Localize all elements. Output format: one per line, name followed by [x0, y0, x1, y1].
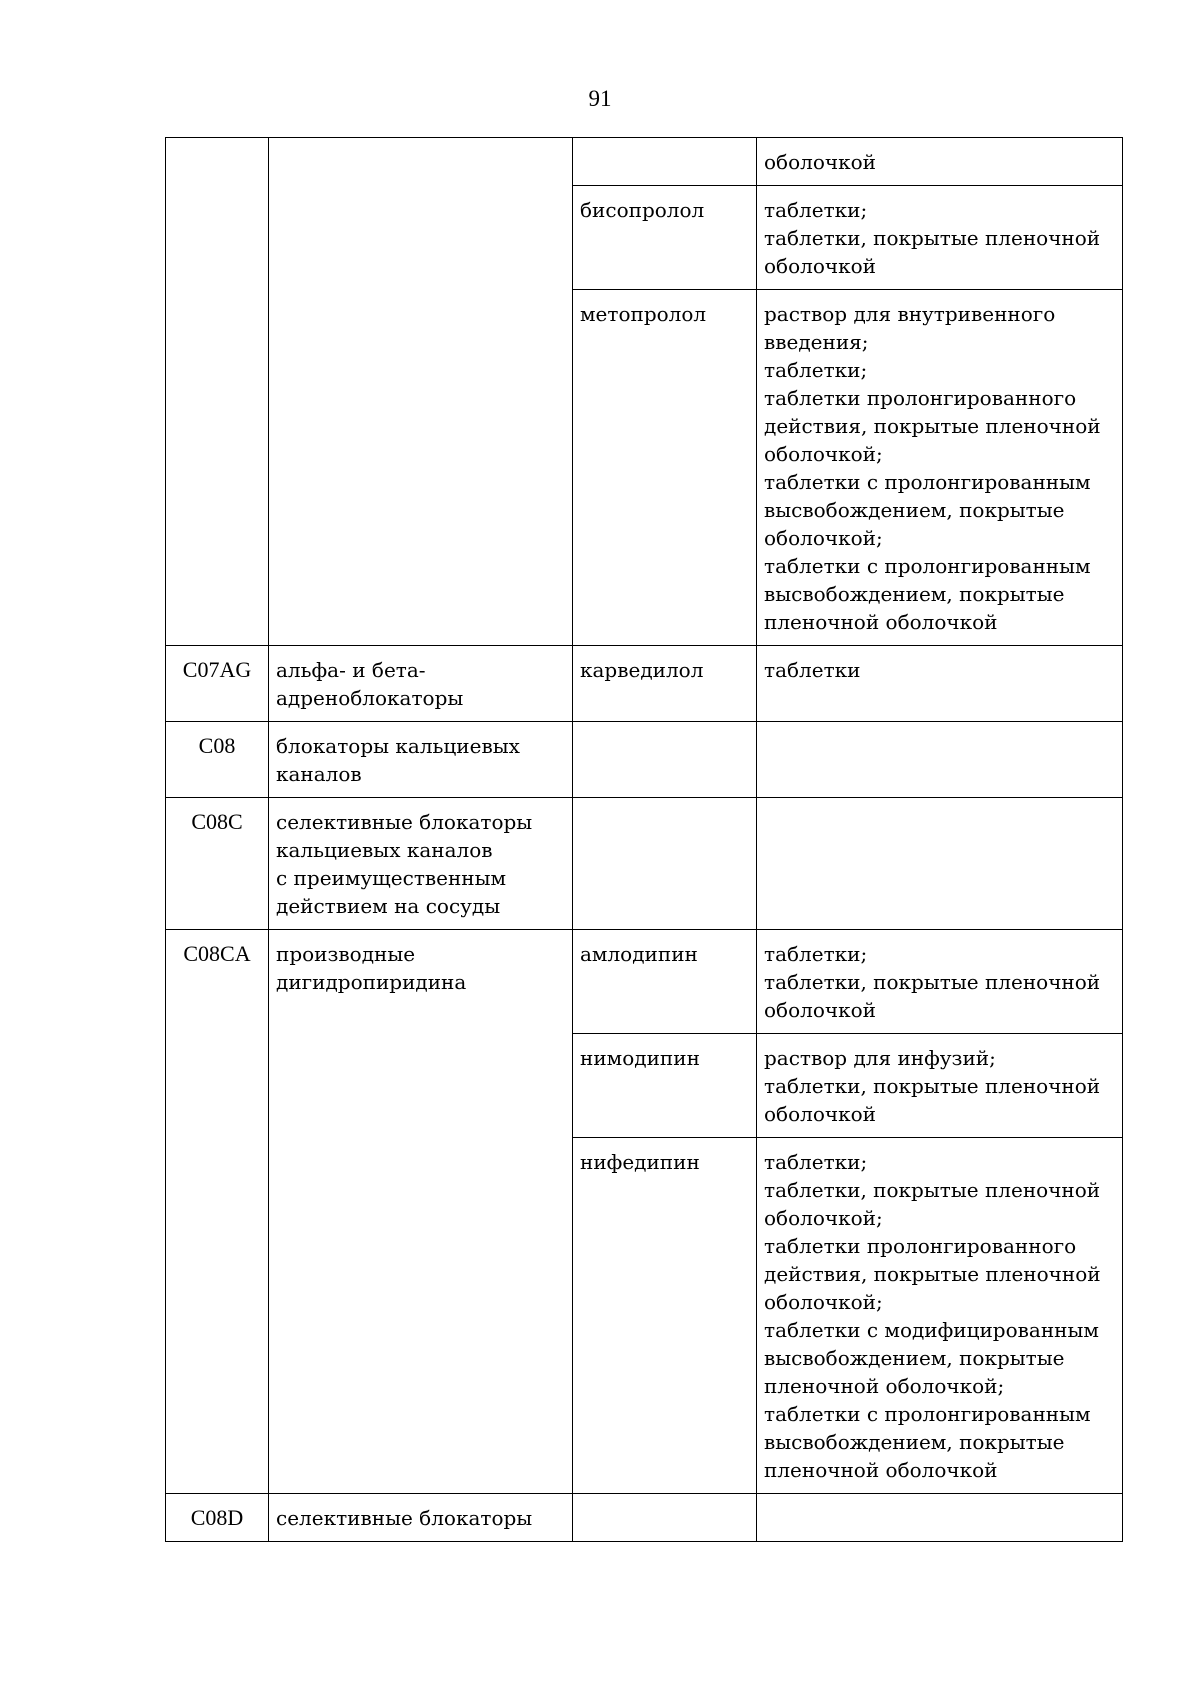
atc-code-cell: C08C	[166, 798, 269, 930]
dosage-forms-cell: таблетки; таблетки, покрытые пленочной оболочкой	[757, 186, 1123, 290]
drug-name-cell: амлодипин	[573, 930, 757, 1034]
atc-code-cell: C08D	[166, 1494, 269, 1542]
drug-name-cell: метопролол	[573, 290, 757, 646]
drug-name-cell	[573, 1494, 757, 1542]
table-row	[166, 722, 1123, 798]
drug-name-cell	[573, 138, 757, 186]
group-name-cell: селективные блокаторы	[269, 1494, 573, 1542]
dosage-forms-cell: раствор для инфузий; таблетки, покрытые пленочной оболочкой	[757, 1034, 1123, 1138]
table-row	[166, 646, 1123, 722]
table-row	[166, 798, 1123, 930]
drug-name-cell: нимодипин	[573, 1034, 757, 1138]
table-row	[166, 138, 1123, 186]
atc-code-cell: C07AG	[166, 646, 269, 722]
dosage-forms-cell: таблетки; таблетки, покрытые пленочной оболочкой; таблетки пролонгированного действия, покрытые пленочной оболочкой; таблетки с модифицированным высвобождением, покрытые пленочной оболочкой; таблетки с пролонгированным высвобождением, покрытые пленочной оболочкой	[757, 1138, 1123, 1494]
page-number: 91	[588, 86, 612, 111]
dosage-forms-cell: таблетки	[757, 646, 1123, 722]
drug-name-cell	[573, 798, 757, 930]
drug-name-cell: бисопролол	[573, 186, 757, 290]
dosage-forms-cell: оболочкой	[757, 138, 1123, 186]
dosage-forms-cell	[757, 1494, 1123, 1542]
group-name-cell: блокаторы кальциевых каналов	[269, 722, 573, 798]
drug-name-cell: нифедипин	[573, 1138, 757, 1494]
dosage-forms-cell	[757, 798, 1123, 930]
drug-table	[165, 137, 1123, 1542]
group-name-cell: производные дигидропиридина	[269, 930, 573, 1494]
table-row	[166, 930, 1123, 1034]
atc-code-cell: C08	[166, 722, 269, 798]
dosage-forms-cell: раствор для внутривенного введения; таблетки; таблетки пролонгированного действия, покрытые пленочной оболочкой; таблетки с пролонгированным высвобождением, покрытые оболочкой; таблетки с пролонгированным высвобождением, покрытые пленочной оболочкой	[757, 290, 1123, 646]
table-row	[166, 1494, 1123, 1542]
group-name-cell: альфа- и бета- адреноблокаторы	[269, 646, 573, 722]
atc-code-cell: C08CA	[166, 930, 269, 1494]
dosage-forms-cell: таблетки; таблетки, покрытые пленочной оболочкой	[757, 930, 1123, 1034]
dosage-forms-cell	[757, 722, 1123, 798]
group-name-cell: селективные блокаторы кальциевых каналов с преимущественным действием на сосуды	[269, 798, 573, 930]
atc-code-cell	[166, 138, 269, 646]
drug-name-cell: карведилол	[573, 646, 757, 722]
group-name-cell	[269, 138, 573, 646]
drug-name-cell	[573, 722, 757, 798]
